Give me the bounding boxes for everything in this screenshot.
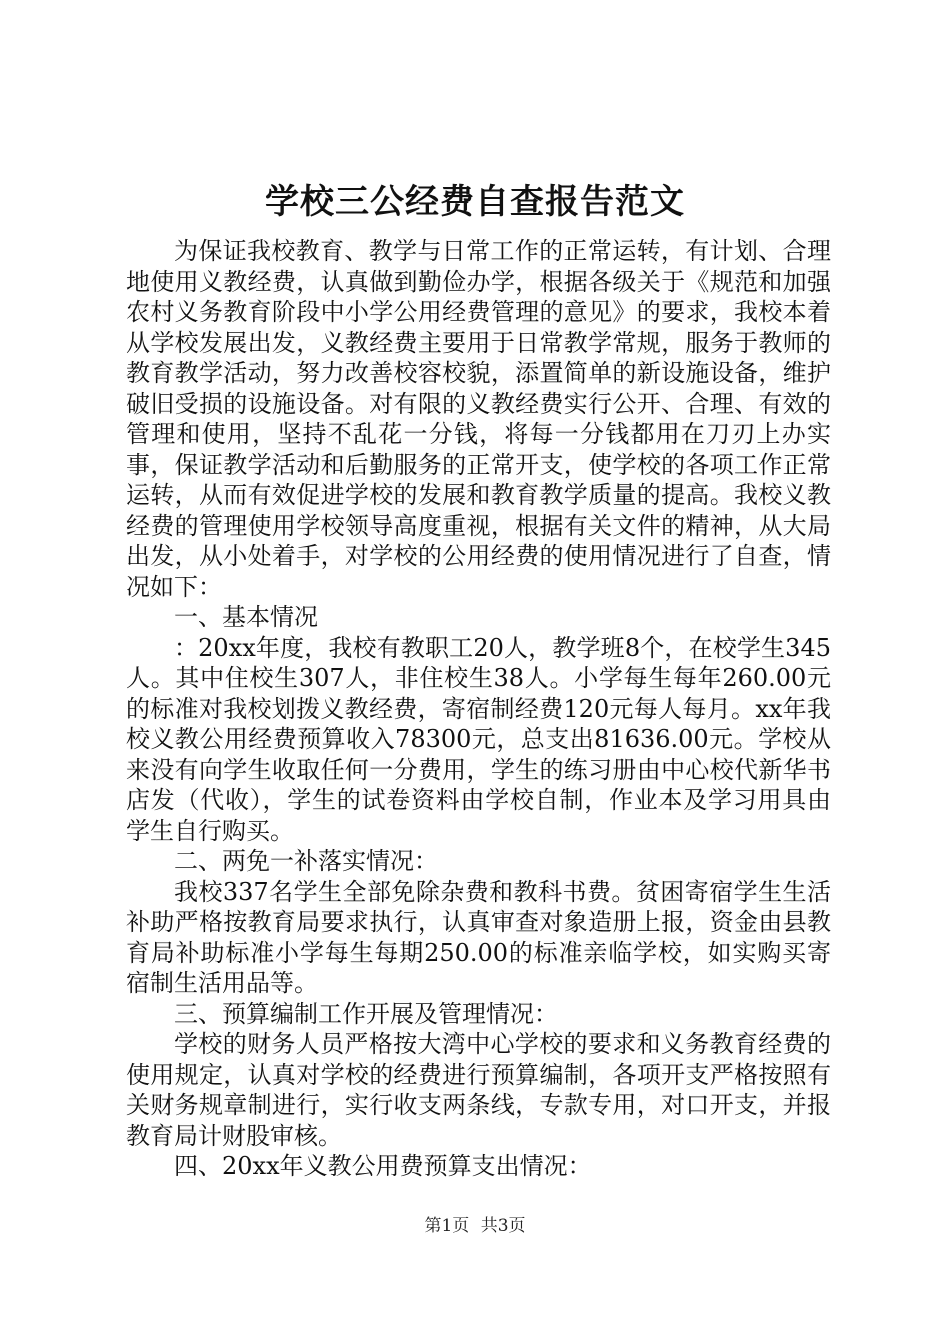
heading-budget-expenditure: 四、20xx年义教公用费预算支出情况： (174, 1152, 592, 1180)
heading-budget-management: 三、预算编制工作开展及管理情况： (174, 999, 558, 1028)
heading-two-exemptions: 二、两免一补落实情况： (174, 847, 438, 875)
document-title: 学校三公经费自查报告范文 (265, 182, 685, 222)
page-footer (0, 1214, 950, 1238)
heading-basic-info: 一、基本情况 (174, 603, 318, 631)
page-total: 共3页 (480, 1216, 526, 1236)
document-body (126, 236, 831, 1182)
paragraph-intro: 为保证我校教育、教学与日常工作的正常运转，有计划、合理地使用义教经费，认真做到勤俭办学，根据各级关于《规范和加强农村义务教育阶段中小学公用经费管理的意见》的要求，我校本着从学校发展出发，义教经费主要用于日常教学常规，服务于教师的教育教学活动，努力改善校容校貌，添置简单的新设施设备，维护破旧受损的设施设备。对有限的义教经费实行公开、合理、有效的管理和使用，坚持不乱花一分钱，将每一分钱都用在刀刃上办实事，保证教学活动和后勤服务的正常开支，使学校的各项工作正常运转，从而有效促进学校的发展和教育教学质量的提高。我校义教经费的管理使用学校领导高度重视，根据有关文件的精神，从大局出发，从小处着手，对学校的公用经费的使用情况进行了自查，情况如下： (126, 237, 831, 601)
paragraph-two-exemptions: 我校337名学生全部免除杂费和教科书费。贫困寄宿学生生活补助严格按教育局要求执行，认真审查对象造册上报，资金由县教育局补助标准小学每生每期250.00的标准亲临学校，如实购买寄宿制生活用品等。 (126, 877, 831, 997)
page-number: 第1页 (424, 1216, 470, 1236)
paragraph-basic-info: ：20xx年度，我校有教职工20人，教学班8个，在校学生345人。其中住校生307人，非住校生38人。小学每生每年260.00元的标准对我校划拨义教经费，寄宿制经费120元每人每月。xx年我校义教公用经费预算收入78300元，总支出81636.00元。学校从来没有向学生收取任何一分费用，学生的练习册由中心校代新华书店发（代收），学生的试卷资料由学校自制，作业本及学习用具由学生自行购买。 (126, 633, 831, 845)
paragraph-budget-management: 学校的财务人员严格按大湾中心学校的要求和义务教育经费的使用规定，认真对学校的经费进行预算编制，各项开支严格按照有关财务规章制进行，实行收支两条线，专款专用，对口开支，并报教育局计财股审核。 (126, 1030, 831, 1150)
